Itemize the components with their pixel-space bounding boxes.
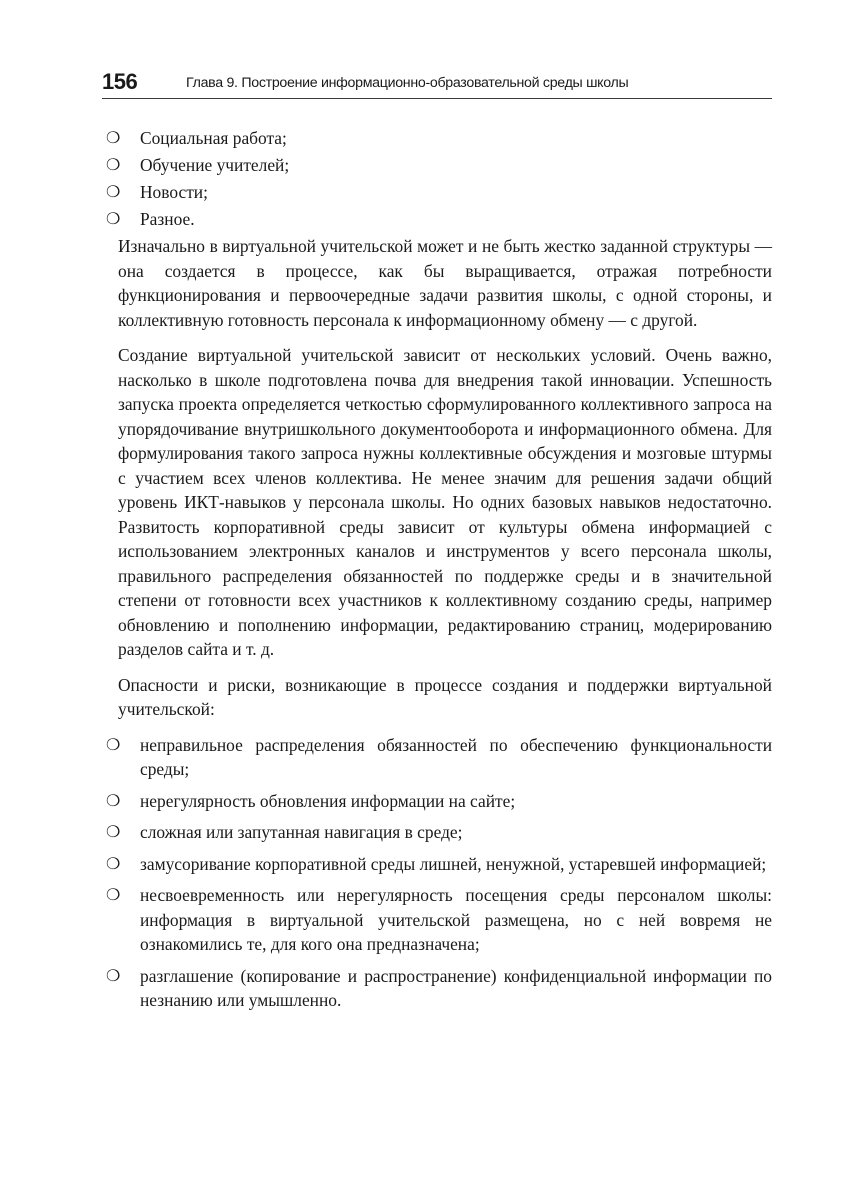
circle-bullet-icon: ❍ [106,965,121,985]
list-item-text: Новости; [140,182,208,203]
risks-list [106,733,772,1013]
page-body [106,126,772,1020]
circle-bullet-icon: ❍ [106,209,121,229]
list-item [106,883,772,957]
paragraph: Опасности и риски, возникающие в процессе создания и поддержки виртуальной учительской: [118,674,772,720]
list-item [106,964,772,1013]
circle-bullet-icon: ❍ [106,128,121,147]
list-item-text: Социальная работа; [140,128,287,148]
list-item-text: нерегулярность обновления информации на сайте; [140,790,516,811]
list-item-text: Разное. [140,209,195,230]
page-header [102,68,772,99]
list-item [106,207,772,232]
paragraph: Изначально в виртуальной учительской может и не быть жестко заданной структуры — она создается в процессе, как бы выращивается, отражая потребности функционирования и первоочередные задачи развития школы, с одной стороны, и коллективную готовность персонала к информационному обмену — с другой. [118,236,772,330]
list-item [106,820,772,845]
page-number: 156 [102,69,138,94]
list-item-text: сложная или запутанная навигация в среде; [140,822,463,843]
running-head: Глава 9. Построение информационно-образовательной среды школы [186,75,629,91]
circle-bullet-icon: ❍ [106,853,121,873]
list-item [106,789,772,814]
section-list [106,126,772,232]
list-item-text: несвоевременность или нерегулярность посещения среды персоналом школы: информация в виртуальной учительской размещена, но с ней вовремя не ознакомились те, для кого она предназначена; [140,885,772,955]
list-item-text: разглашение (копирование и распространение) конфиденциальной информации по незнанию или умышленно. [140,965,772,1011]
list-item [106,153,772,178]
list-item-text: Обучение учителей; [140,155,290,176]
list-item [106,180,772,205]
list-item [106,852,772,877]
list-item-text: замусоривание корпоративной среды лишней, ненужной, устаревшей информацией; [140,853,767,874]
list-item [106,733,772,782]
circle-bullet-icon: ❍ [106,182,121,202]
circle-bullet-icon: ❍ [106,155,121,175]
circle-bullet-icon: ❍ [106,822,121,842]
list-item [106,126,772,151]
circle-bullet-icon: ❍ [106,734,121,754]
paragraph: Создание виртуальной учительской зависит от нескольких условий. Очень важно, насколько в школе подготовлена почва для внедрения такой инновации. Успешность запуска проекта определяется четкостью сформулированного коллективного запроса на упорядочивание внутришкольного документооборота и информационного обмена. Для формулирования такого запроса нужны коллективные обсуждения и мозговые штурмы с участием всех членов коллектива. Не менее значим для решения задачи общий уровень ИКТ-навыков у персонала школы. Но одних базовых навыков недостаточно. Развитость корпоративной среды зависит от культуры обмена информацией с использованием электронных каналов и инструментов у всего персонала школы, правильного распределения обязанностей по поддержке среды и в значительной степени от готовности всех участников к коллективному созданию среды, например обновлению и пополнению информации, редактированию страниц, модерированию разделов сайта и т. д. [118,345,772,660]
circle-bullet-icon: ❍ [106,790,121,810]
list-item-text: неправильное распределения обязанностей по обеспечению функциональности среды; [140,734,772,780]
circle-bullet-icon: ❍ [106,885,121,905]
